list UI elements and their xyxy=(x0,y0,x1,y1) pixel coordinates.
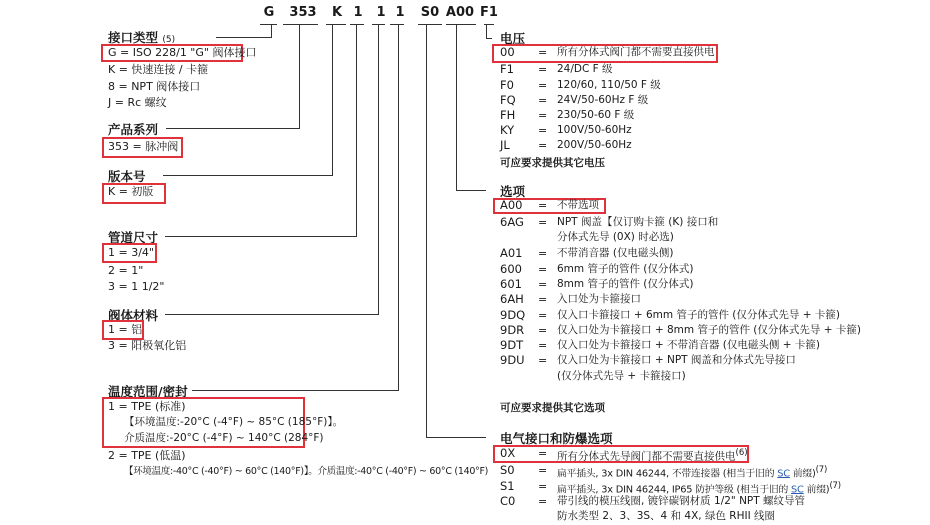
code-segment-port-type: G xyxy=(263,5,275,20)
footnote-ref: (7) xyxy=(815,465,828,475)
section-title: 版本号 xyxy=(108,169,146,184)
section-note: 可应要求提供其它电压 xyxy=(500,157,605,169)
option-item: 1 = TPE (标准) xyxy=(108,400,186,413)
code-segment-version: K xyxy=(331,5,343,20)
footnote-ref: (7) xyxy=(829,481,841,491)
code-segment-body-material: 1 xyxy=(376,5,386,20)
code-segment-temp-seal: 1 xyxy=(395,5,405,20)
option-item: K = 初版 xyxy=(108,185,154,198)
section-note: 可应要求提供其它选项 xyxy=(500,402,605,414)
option-item: 3 = 1 1/2" xyxy=(108,280,165,293)
tick xyxy=(418,24,442,25)
option-item: 3 = 阳极氧化铝 xyxy=(108,339,187,352)
option-item: 353 = 脉冲阀 xyxy=(108,140,179,153)
option-item: 1 = 铝 xyxy=(108,323,143,336)
section-title: 温度范围/密封 xyxy=(108,384,188,399)
code-segment-options: A00 xyxy=(445,5,475,20)
section-title: 管道尺寸 xyxy=(108,230,159,245)
code-segment-electrical: S0 xyxy=(420,5,440,20)
code-segment-pipe-size: 1 xyxy=(353,5,363,20)
option-detail: 【环境温度:-20°C (-4°F) ~ 85°C (185°F)】。 xyxy=(124,416,344,428)
tick xyxy=(260,24,277,25)
section-title: 产品系列 xyxy=(108,122,159,137)
tick xyxy=(350,24,364,25)
option-item: J = Rc 螺纹 xyxy=(108,96,167,109)
option-item: 2 = TPE (低温) xyxy=(108,449,186,462)
code-segment-series: 353 xyxy=(289,5,317,20)
section-title: 阀体材料 xyxy=(108,308,159,323)
tick xyxy=(326,24,346,25)
section-title: 接口类型 xyxy=(108,30,159,45)
section-title: 选项 xyxy=(500,184,526,199)
option-item: G = ISO 228/1 "G" 阀体接口 xyxy=(108,46,257,59)
code-segment-voltage: F1 xyxy=(480,5,498,20)
sc-link[interactable]: SC xyxy=(791,484,804,496)
option-item: 1 = 3/4" xyxy=(108,246,154,259)
option-item: 8 = NPT 阀体接口 xyxy=(108,80,201,93)
option-detail: 【环境温度:-40°C (-40°F) ~ 60°C (140°F)】。介质温度:-40°C (-40°F) ~ 60°C (140°F) xyxy=(124,466,489,477)
option-detail: 介质温度:-20°C (-4°F) ~ 140°C (284°F) xyxy=(124,432,324,444)
footnote-ref: (6) xyxy=(735,448,748,458)
option-item: 2 = 1" xyxy=(108,264,144,277)
tick xyxy=(283,24,318,25)
tick xyxy=(446,24,476,25)
tick xyxy=(390,24,404,25)
section-title: 电压 xyxy=(500,31,526,46)
sc-link[interactable]: SC xyxy=(777,468,790,480)
option-item: K = 快速连接 / 卡箍 xyxy=(108,63,209,76)
footnote-ref: (5) xyxy=(162,35,176,45)
section-title: 电气接口和防爆选项 xyxy=(500,431,613,446)
